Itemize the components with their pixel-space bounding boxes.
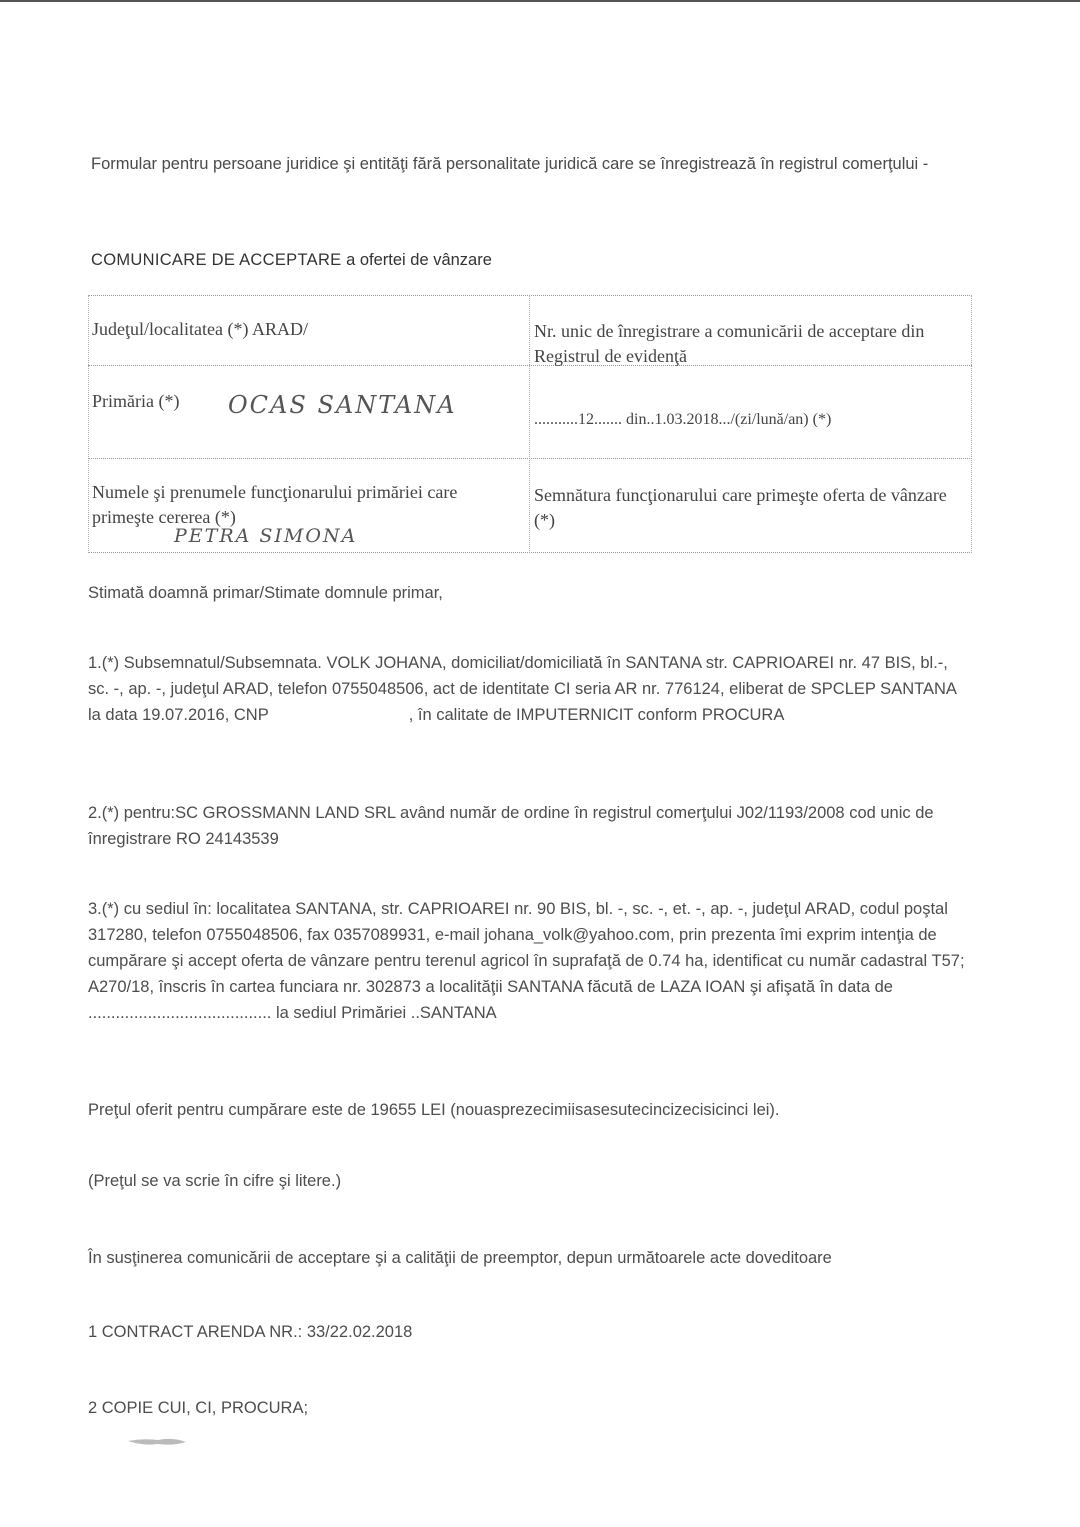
table-border [88, 295, 972, 296]
scan-smudge [128, 1436, 188, 1448]
supporting-document-2: 2 COPIE CUI, CI, PROCURA; [88, 1399, 309, 1417]
official-name-handwritten: PETRA SIMONA [174, 525, 358, 547]
paragraph-headquarters: 3.(*) cu sediul în: localitatea SANTANA, str. CAPRIOAREI nr. 90 BIS, bl. -, sc. -, et. -, ap. -, judeţul ARAD, codul poştal 317280, telefon 0755048506, fax 0357089931, e-mail johana_volk@yahoo.com, prin prezenta îmi exprim intenţia de cumpărare şi accept oferta de vânzare pentru terenul agricol în suprafaţă de 0.74 ha, identificat cu număr cadastral T57; A270/18, înscris în cartea funciara nr. 302873 a localităţii SANTANA făcută de LAZA IOAN şi afişată în data de ........................................ la sediul Primăriei ..SANTANA [88, 900, 965, 1022]
registration-number-label: Nr. unic de înregistrare a comunicării de acceptare din Registrul de evidenţă [534, 321, 925, 366]
paragraph-company: 2.(*) pentru:SC GROSSMANN LAND SRL având număr de ordine în registrul comerţului J02/1193/2008 cod unic de înregistrare RO 24143539 [88, 804, 934, 848]
registration-number-date: ...........12....... din..1.03.2018.../(zi/lună/an) (*) [534, 411, 832, 428]
paragraph-applicant [88, 650, 968, 728]
table-border [971, 295, 972, 553]
scan-top-border [0, 0, 1080, 2]
table-border [88, 552, 972, 553]
document-title-rest: a ofertei de vânzare [346, 251, 492, 269]
greeting: Stimată doamnă primar/Stimate domnule primar, [88, 584, 443, 602]
official-name-label: Numele şi prenumele funcţionarului primăriei care primeşte cererea (*) [92, 482, 458, 527]
table-border [88, 295, 89, 553]
town-hall-handwritten: OCAS SANTANA [228, 391, 457, 419]
table-border [88, 458, 972, 459]
offered-price: Preţul oferit pentru cumpărare este de 19655 LEI (nouasprezecimiisasesutecincizecisicinci lei). [88, 1101, 780, 1119]
price-instruction: (Preţul se va scrie în cifre şi litere.) [88, 1172, 342, 1190]
supporting-document-1: 1 CONTRACT ARENDA NR.: 33/22.02.2018 [88, 1323, 413, 1341]
document-title-main: COMUNICARE DE ACCEPTARE [91, 251, 342, 269]
supporting-documents-intro: În susţinerea comunicării de acceptare şi a calităţii de preemptor, depun următoarele acte doveditoare [88, 1249, 832, 1267]
applicant-details: 1.(*) Subsemnatul/Subsemnata. VOLK JOHANA, domiciliat/domiciliată în SANTANA str. CAPRIOAREI nr. 47 BIS, bl.-, sc. -, ap. -, judeţul ARAD, telefon 0755048506, act de identitate CI seria AR nr. 776124, eliberat de SPCLEP SANTANA la data 19.07.2016, CNP [88, 654, 956, 724]
form-header-note: Formular pentru persoane juridice şi entităţi fără personalitate juridică care se înregistrează în registrul comerţului - [91, 155, 929, 173]
registration-table [88, 295, 972, 553]
document-title [91, 247, 492, 273]
county-locality-label: Judeţul/localitatea (*) ARAD/ [92, 319, 308, 339]
applicant-capacity: , în calitate de IMPUTERNICIT conform PROCURA [408, 706, 785, 724]
town-hall-label: Primăria (*) [92, 391, 180, 411]
official-signature-label: Semnătura funcţionarului care primeşte oferta de vânzare (*) [534, 485, 947, 530]
table-border [529, 295, 530, 553]
